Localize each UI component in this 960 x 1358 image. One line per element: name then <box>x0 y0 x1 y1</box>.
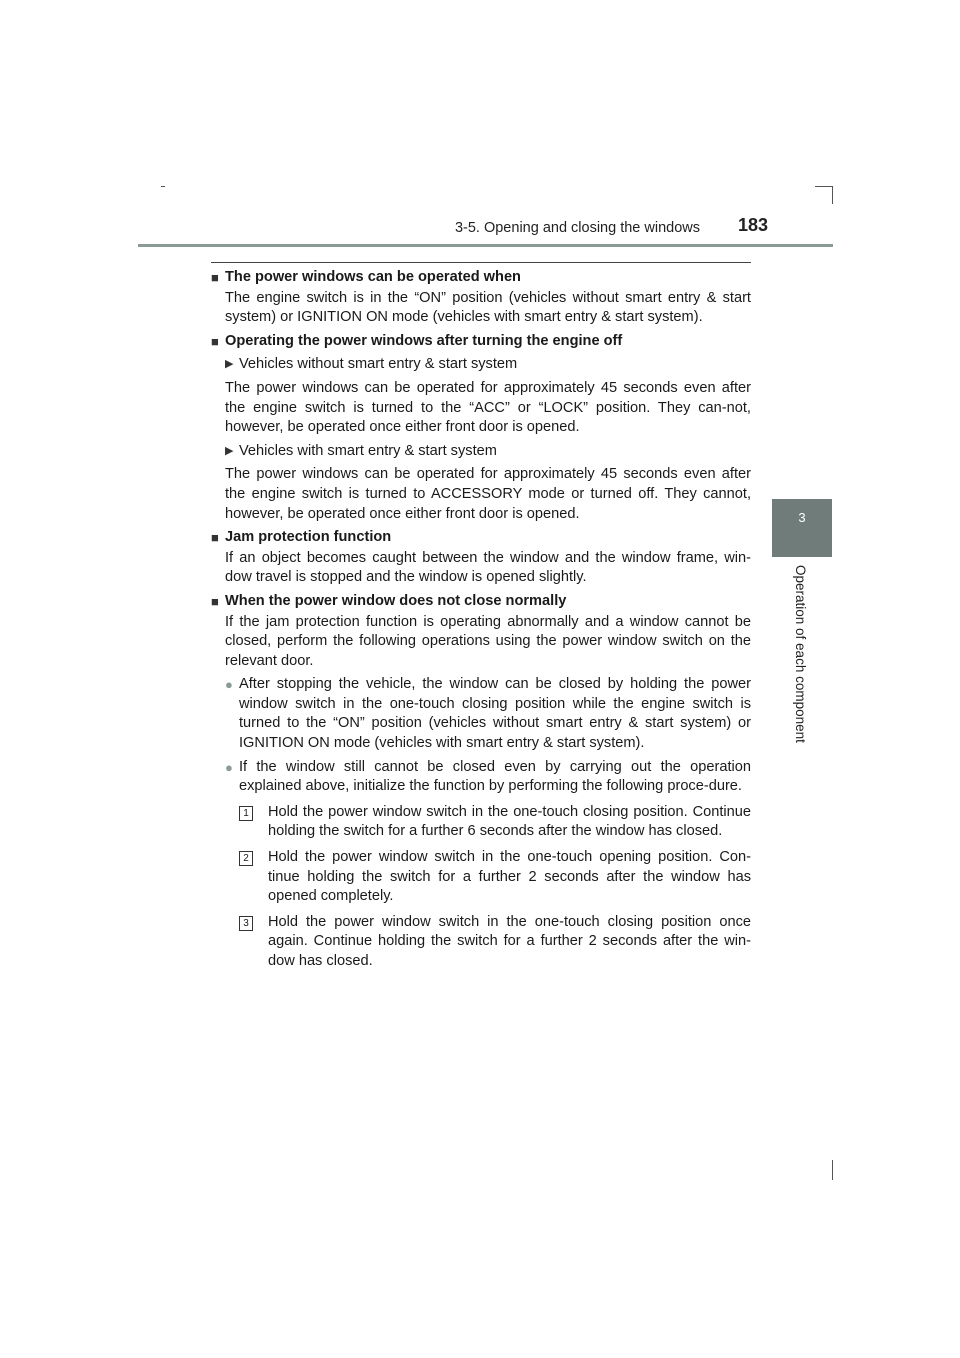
subsection-label: ▶ Vehicles without smart entry & start system <box>211 355 751 375</box>
circle-bullet-icon: ● <box>225 759 233 775</box>
section-heading: ■ When the power window does not close normally <box>211 592 751 612</box>
section-heading: ■ The power windows can be operated when <box>211 268 751 288</box>
crop-mark-top-left <box>161 186 165 187</box>
section-heading: ■ Jam protection function <box>211 528 751 548</box>
list-item: ● After stopping the vehicle, the window can be closed by holding the power window switch in the one-touch closing position while the engine switch is turned to the “ON” position (vehicles without smart entry & start system) or IGNITION ON mode (vehicles with smart entry & start system). <box>211 675 751 753</box>
square-bullet-icon: ■ <box>211 530 219 546</box>
section-text: The power windows can be operated for approximately 45 seconds even after the engine switch is turned to the “ACC” or “LOCK” position. They can-not, however, be operated once either front door is opened. <box>225 379 751 436</box>
section-heading: ■ Operating the power windows after turning the engine off <box>211 332 751 352</box>
chapter-number: 3 <box>798 510 806 525</box>
step-item: 1 Hold the power window switch in the one-touch closing position. Continue holding the switch for a further 6 seconds after the window has closed. <box>211 803 751 842</box>
step-number: 2 <box>239 851 253 866</box>
list-item: ● If the window still cannot be closed even by carrying out the operation explained above, initialize the function by performing the following proce-dure. <box>211 758 751 797</box>
chapter-tab <box>772 499 832 557</box>
subsection-label: ▶ Vehicles with smart entry & start system <box>211 442 751 462</box>
section-text: If an object becomes caught between the window and the window frame, win-dow travel is stopped and the window is opened slightly. <box>225 549 751 586</box>
step-item: 3 Hold the power window switch in the one-touch closing position once again. Continue holding the switch for a further 2 seconds after the win-dow has closed. <box>211 913 751 972</box>
header-rule <box>138 244 833 247</box>
crop-mark-bottom-right <box>832 1160 833 1180</box>
square-bullet-icon: ■ <box>211 270 219 285</box>
triangle-right-icon: ▶ <box>225 358 234 371</box>
page-number: 183 <box>738 215 769 235</box>
section-text: If the jam protection function is operating abnormally and a window cannot be closed, perform the following operations using the power window switch on the relevant door. <box>225 613 751 669</box>
square-bullet-icon: ■ <box>211 593 219 609</box>
crop-mark-top-right <box>815 186 833 187</box>
section-title: 3-5. Opening and closing the windows <box>454 220 700 236</box>
step-item: 2 Hold the power window switch in the one-touch opening position. Con-tinue holding the switch for a further 2 seconds after the window has opened completely. <box>211 848 751 907</box>
step-number: 3 <box>239 916 253 931</box>
crop-mark-top-right-vertical <box>832 186 833 204</box>
chapter-label: Operation of each component <box>793 565 808 743</box>
section-text: The power windows can be operated for approximately 45 seconds even after the engine switch is turned to ACCESSORY mode or turned off. They cannot, however, be operated once either front door is opened. <box>225 466 751 522</box>
step-number: 1 <box>239 806 253 821</box>
triangle-right-icon: ▶ <box>225 444 234 457</box>
content-rule <box>211 262 751 263</box>
main-content <box>211 262 751 972</box>
square-bullet-icon: ■ <box>211 333 219 349</box>
circle-bullet-icon: ● <box>225 677 233 693</box>
section-text: The engine switch is in the “ON” position (vehicles without smart entry & start system) or IGNITION ON mode (vehicles with smart entry & start system). <box>225 289 751 326</box>
